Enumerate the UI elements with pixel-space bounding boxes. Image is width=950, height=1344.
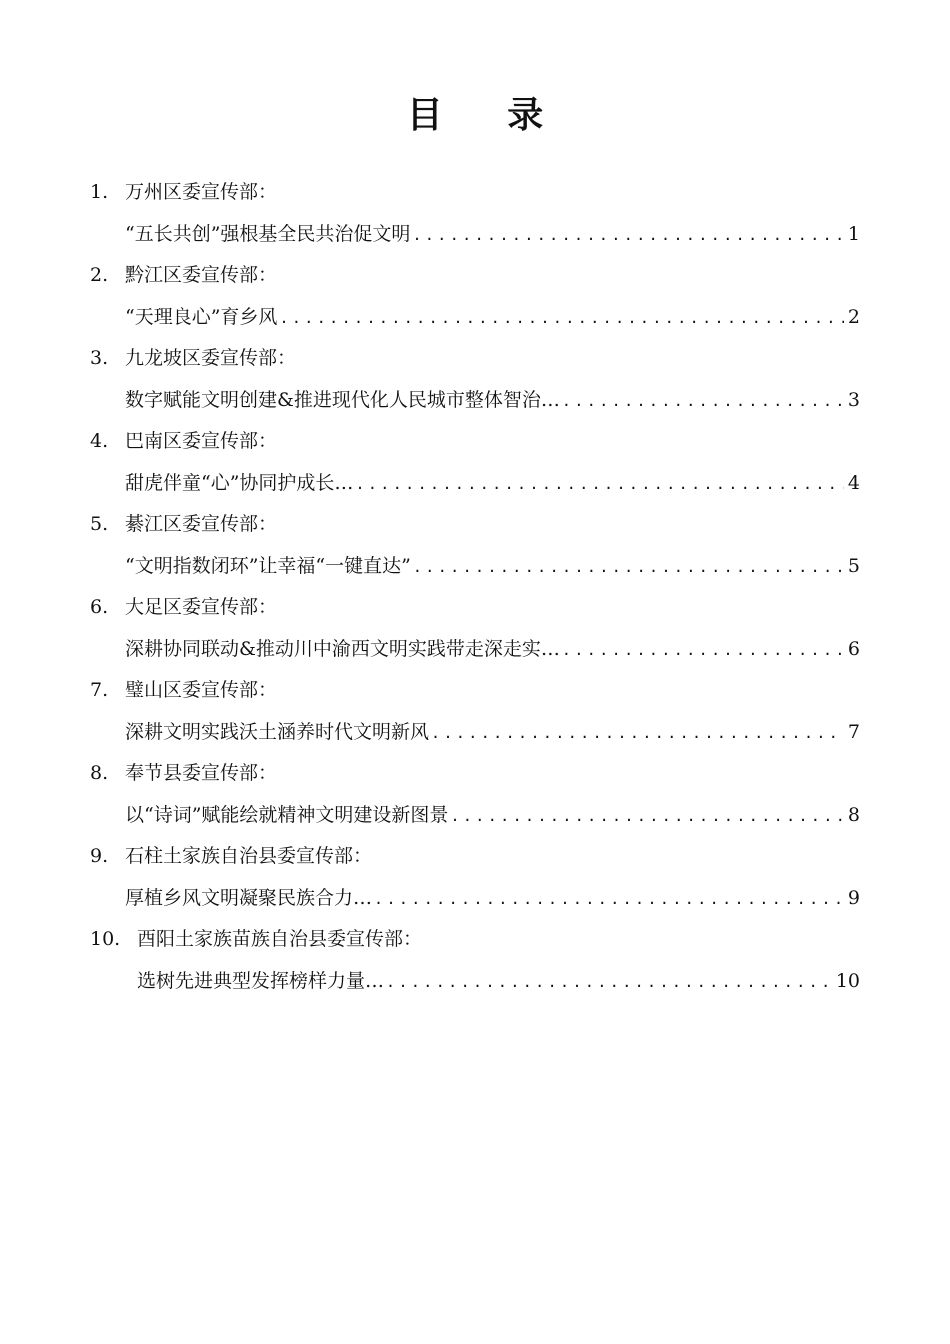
dot-leader: [562, 629, 844, 671]
toc-entry-10: [90, 919, 860, 1002]
toc-entry-page: 9: [847, 887, 860, 909]
toc-entry-page: 3: [847, 389, 860, 411]
dot-leader: [450, 795, 843, 837]
toc-entry-unit: 九龙坡区委宣传部：: [125, 347, 297, 369]
toc-entry-unit: 酉阳土家族苗族自治县委宣传部：: [137, 928, 423, 950]
dot-leader: [412, 214, 843, 256]
toc-entry-heading: [90, 172, 860, 213]
dot-leader: [562, 380, 844, 422]
toc-entry-number: 5.: [90, 513, 109, 535]
toc-entry-page: 5: [847, 555, 860, 577]
toc-entry-heading: [90, 836, 860, 877]
toc-entry-unit: 万州区委宣传部：: [125, 181, 278, 203]
toc-entry-link[interactable]: [90, 794, 860, 836]
toc-entry-page: 10: [835, 970, 860, 992]
toc-entry-number: 8.: [90, 762, 109, 784]
toc-entry-heading: [90, 421, 860, 462]
toc-entry-number: 4.: [90, 430, 109, 452]
toc-entry-link[interactable]: [90, 379, 860, 421]
toc-entry-number: 9.: [90, 845, 109, 867]
toc-entry-link[interactable]: [90, 462, 860, 504]
toc-entry-5: [90, 504, 860, 587]
toc-entry-link[interactable]: [90, 545, 860, 587]
dot-leader: [413, 546, 844, 588]
toc-entry-number: 10.: [90, 928, 121, 950]
toc-entry-unit: 石柱土家族自治县委宣传部：: [125, 845, 373, 867]
toc-entry-8: [90, 753, 860, 836]
toc-entry-heading: [90, 919, 860, 960]
dot-leader: [355, 463, 843, 505]
toc-entry-page: 4: [847, 472, 860, 494]
toc-entry-title: 以“诗词”赋能绘就精神文明建设新图景: [125, 804, 449, 826]
toc-entry-link[interactable]: [90, 711, 860, 753]
toc-entry-number: 6.: [90, 596, 109, 618]
toc-entry-link[interactable]: [90, 960, 860, 1002]
toc-entry-unit: 黔江区委宣传部：: [125, 264, 278, 286]
toc-entry-number: 7.: [90, 679, 109, 701]
toc-entry-heading: [90, 255, 860, 296]
toc-entry-title: 甜虎伴童“心”协同护成长…: [125, 472, 354, 494]
toc-entry-3: [90, 338, 860, 421]
toc-entry-link[interactable]: [90, 628, 860, 670]
toc-entry-7: [90, 670, 860, 753]
toc-entry-6: [90, 587, 860, 670]
dot-leader: [386, 961, 832, 1003]
toc-entry-unit: 綦江区委宣传部：: [125, 513, 278, 535]
toc-entry-page: 6: [847, 638, 860, 660]
dot-leader: [431, 712, 844, 754]
toc-entry-heading: [90, 504, 860, 545]
toc-entry-unit: 大足区委宣传部：: [125, 596, 278, 618]
toc-entry-heading: [90, 338, 860, 379]
dot-leader: [279, 297, 843, 339]
toc-entry-title: 深耕文明实践沃土涵养时代文明新风: [125, 721, 430, 743]
toc-entry-page: 2: [847, 306, 860, 328]
toc-entry-number: 2.: [90, 264, 109, 286]
toc-entry-page: 8: [847, 804, 860, 826]
toc-entry-1: [90, 172, 860, 255]
toc-entry-link[interactable]: [90, 213, 860, 255]
toc-entry-page: 7: [847, 721, 860, 743]
page-title: 目 录: [406, 94, 570, 136]
toc-entry-page: 1: [847, 223, 860, 245]
toc-entry-heading: [90, 670, 860, 711]
toc-entry-unit: 巴南区委宣传部：: [125, 430, 278, 452]
toc-entry-title: 深耕协同联动&推动川中渝西文明实践带走深走实…: [125, 638, 560, 660]
toc-entry-4: [90, 421, 860, 504]
toc-entry-number: 3.: [90, 347, 109, 369]
toc-entry-title: “文明指数闭环”让幸福“一键直达”: [125, 555, 411, 577]
toc-entry-link[interactable]: [90, 877, 860, 919]
toc-entry-unit: 璧山区委宣传部：: [125, 679, 278, 701]
table-of-contents: [90, 172, 860, 1002]
toc-entry-9: [90, 836, 860, 919]
toc-entry-heading: [90, 587, 860, 628]
toc-entry-title: “五长共创”强根基全民共治促文明: [125, 223, 411, 245]
toc-entry-title: 数字赋能文明创建&推进现代化人民城市整体智治…: [125, 389, 560, 411]
toc-entry-2: [90, 255, 860, 338]
dot-leader: [374, 878, 844, 920]
toc-entry-number: 1.: [90, 181, 109, 203]
toc-entry-title: 厚植乡风文明凝聚民族合力…: [125, 887, 373, 909]
toc-entry-unit: 奉节县委宣传部：: [125, 762, 278, 784]
toc-entry-title: 选树先进典型发挥榜样力量…: [137, 970, 385, 992]
toc-entry-heading: [90, 753, 860, 794]
toc-entry-link[interactable]: [90, 296, 860, 338]
toc-entry-title: “天理良心”育乡风: [125, 306, 278, 328]
